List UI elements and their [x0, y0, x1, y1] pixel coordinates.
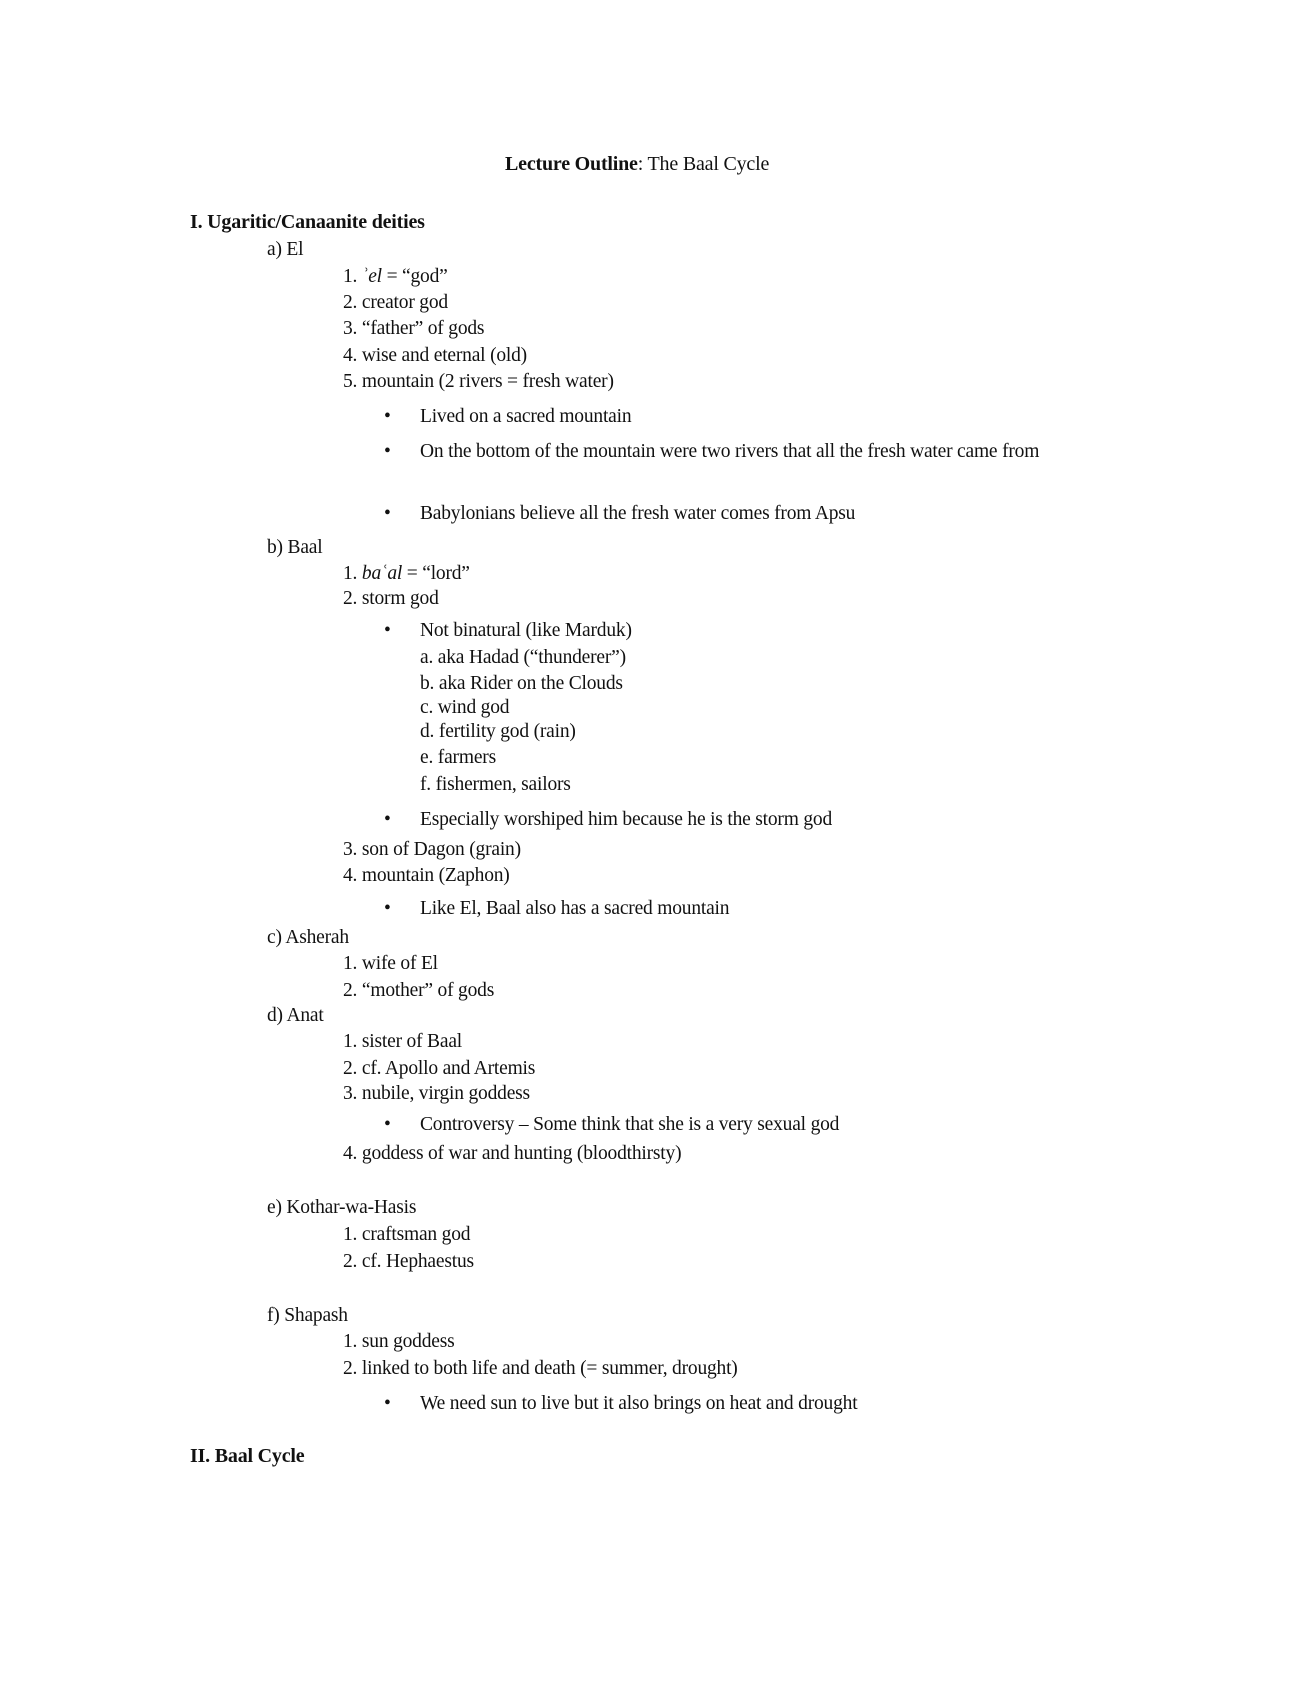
baal-item-1-term: baʿal [361, 563, 403, 584]
el-item-1-term: ʾel [361, 266, 382, 287]
title-rest: : The Baal Cycle [637, 153, 770, 175]
el-bullet-2-text: On the bottom of the mountain were two rivers that all the fresh water came from [420, 441, 1040, 462]
baal-sub-f: f. fishermen, sailors [420, 774, 571, 795]
anat-item-1: 1. sister of Baal [343, 1031, 462, 1052]
baal-item-3: 3. son of Dagon (grain) [343, 839, 521, 860]
el-item-4: 4. wise and eternal (old) [343, 345, 527, 366]
el-item-2: 2. creator god [343, 292, 448, 313]
section-heading-2: II. Baal Cycle [190, 1445, 305, 1467]
baal-sub-c: c. wind god [420, 697, 510, 718]
bullet-icon: • [384, 441, 391, 462]
baal-sub-a: a. aka Hadad (“thunderer”) [420, 647, 626, 668]
baal-item-1-rest: = “lord” [402, 563, 470, 584]
subheading-el: a) El [267, 239, 304, 260]
asherah-item-1: 1. wife of El [343, 953, 438, 974]
baal-bullet-1-text: Not binatural (like Marduk) [420, 620, 632, 641]
el-bullet-1-text: Lived on a sacred mountain [420, 406, 632, 427]
baal-sub-d: d. fertility god (rain) [420, 721, 576, 742]
anat-bullet-1 [384, 1111, 1100, 1138]
baal-bullet-1 [384, 617, 1100, 644]
anat-bullet-1-text: Controversy – Some think that she is a very sexual god [420, 1114, 840, 1135]
subheading-baal: b) Baal [267, 537, 323, 558]
anat-item-3: 3. nubile, virgin goddess [343, 1083, 530, 1104]
bullet-icon: • [384, 898, 391, 919]
subheading-anat: d) Anat [267, 1005, 324, 1026]
anat-item-2: 2. cf. Apollo and Artemis [343, 1058, 536, 1079]
bullet-icon: • [384, 1114, 391, 1135]
baal-item-1 [343, 562, 470, 586]
shapash-bullet-1-text: We need sun to live but it also brings on heat and drought [420, 1393, 858, 1414]
subheading-kothar: e) Kothar-wa-Hasis [267, 1197, 417, 1218]
el-bullet-3 [384, 500, 1100, 527]
shapash-item-2: 2. linked to both life and death (= summer, drought) [343, 1358, 738, 1379]
baal-item-4: 4. mountain (Zaphon) [343, 865, 510, 886]
subheading-shapash: f) Shapash [267, 1305, 348, 1326]
page-title [505, 152, 769, 176]
asherah-item-2: 2. “mother” of gods [343, 980, 495, 1001]
baal-item-2: 2. storm god [343, 588, 439, 609]
baal-bullet-2 [384, 806, 1100, 833]
el-bullet-1 [384, 403, 1100, 430]
shapash-bullet-1 [384, 1390, 1100, 1417]
el-item-5: 5. mountain (2 rivers = fresh water) [343, 371, 614, 392]
baal-sub-b: b. aka Rider on the Clouds [420, 673, 623, 694]
el-bullet-2 [384, 438, 1100, 465]
title-bold: Lecture Outline [505, 153, 638, 175]
el-item-1-num: 1. [343, 266, 358, 287]
kothar-item-2: 2. cf. Hephaestus [343, 1251, 474, 1272]
bullet-icon: • [384, 809, 391, 830]
baal-bullet-2-text: Especially worshiped him because he is the storm god [420, 809, 833, 830]
el-item-1-rest: = “god” [381, 266, 448, 287]
section-heading-1: I. Ugaritic/Canaanite deities [190, 211, 425, 233]
kothar-item-1: 1. craftsman god [343, 1224, 471, 1245]
el-bullet-3-text: Babylonians believe all the fresh water comes from Apsu [420, 503, 856, 524]
baal-bullet-3-text: Like El, Baal also has a sacred mountain [420, 898, 730, 919]
anat-item-4: 4. goddess of war and hunting (bloodthirsty) [343, 1143, 682, 1164]
baal-bullet-3 [384, 895, 1100, 922]
el-item-1 [343, 265, 448, 289]
subheading-asherah: c) Asherah [267, 927, 349, 948]
shapash-item-1: 1. sun goddess [343, 1331, 455, 1352]
baal-sub-e: e. farmers [420, 747, 496, 768]
bullet-icon: • [384, 406, 391, 427]
bullet-icon: • [384, 503, 391, 524]
bullet-icon: • [384, 1393, 391, 1414]
bullet-icon: • [384, 620, 391, 641]
el-item-3: 3. “father” of gods [343, 318, 485, 339]
baal-item-1-num: 1. [343, 563, 358, 584]
